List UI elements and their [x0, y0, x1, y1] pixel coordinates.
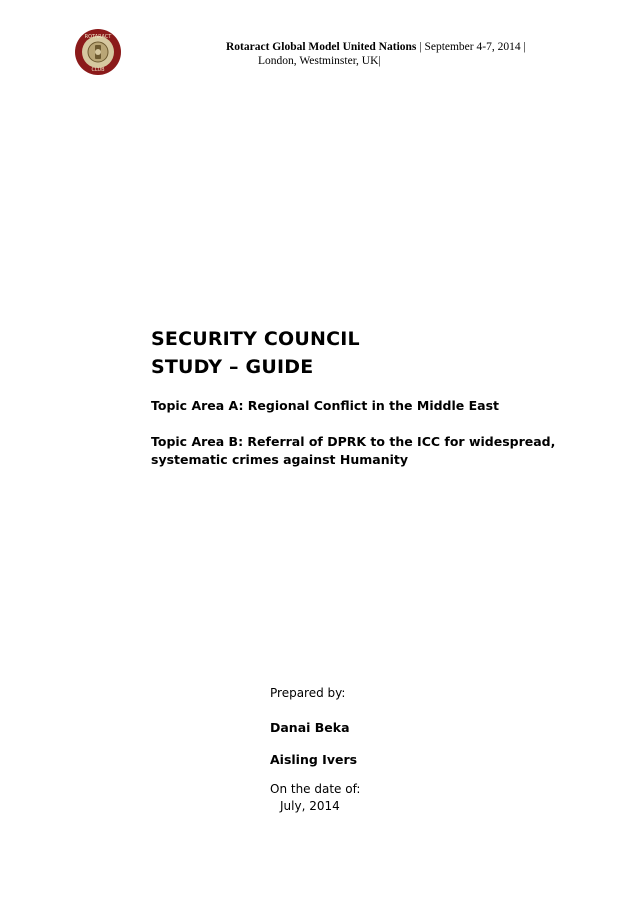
rotaract-logo — [74, 28, 122, 76]
topic-area-a: Topic Area A: Regional Conflict in the Middle East — [151, 398, 500, 413]
title-line-1: SECURITY COUNCIL — [151, 328, 360, 350]
author-name: Danai Beka — [270, 720, 350, 735]
svg-text:CLUB: CLUB — [91, 67, 105, 73]
author-name: Aisling Ivers — [270, 752, 358, 767]
header-location: London, Westminster, UK| — [258, 55, 381, 67]
topic-b-line-2: systematic crimes against Humanity — [151, 452, 409, 467]
header-dates: | September 4-7, 2014 | — [416, 41, 526, 53]
header-organization: Rotaract Global Model United Nations — [226, 41, 417, 53]
prepared-date: July, 2014 — [280, 799, 340, 813]
page-header — [226, 40, 586, 68]
topic-area-b — [151, 433, 571, 469]
svg-text:ROTARACT: ROTARACT — [84, 34, 112, 40]
document-title — [151, 325, 360, 381]
topic-b-line-1: Topic Area B: Referral of DPRK to the ICC for widespread, — [151, 434, 556, 449]
prepared-by-label: Prepared by: — [270, 686, 346, 700]
title-line-2: STUDY – GUIDE — [151, 356, 314, 378]
date-label: On the date of: — [270, 782, 361, 796]
